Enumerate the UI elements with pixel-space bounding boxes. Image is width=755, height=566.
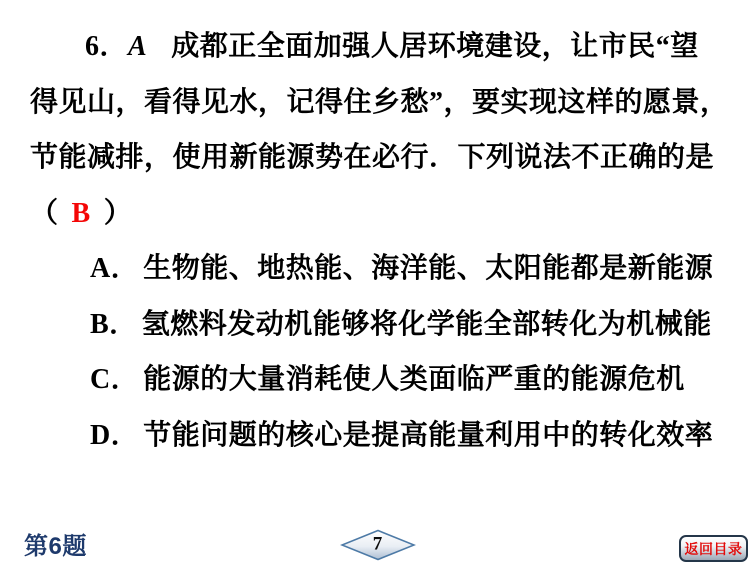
question-line-1: [30, 19, 742, 75]
question-text-1: 成都正全面加强人居环境建设，让市民“望: [171, 31, 699, 62]
answer-paren-close: ）: [103, 197, 133, 229]
option-a-text: 生物能、地热能、海洋能、太阳能都是新能源: [143, 253, 714, 284]
answer-line: [30, 186, 742, 242]
question-text-3: 节能减排，使用新能源势在必行．下列说法不正确的是: [30, 142, 715, 173]
option-c: [30, 352, 742, 408]
option-c-text: 能源的大量消耗使人类面临严重的能源危机: [143, 364, 685, 395]
question-line-2: [30, 75, 742, 131]
question-source-label: A: [128, 31, 148, 62]
question-line-3: [30, 130, 742, 186]
option-b-label: B．: [90, 308, 138, 340]
option-b-text: 氢燃料发动机能够将化学能全部转化为机械能: [141, 308, 712, 340]
answer-paren-open: （: [30, 197, 59, 229]
option-b: [30, 297, 742, 353]
option-c-label: C．: [90, 364, 140, 395]
option-d-label: D．: [90, 419, 140, 451]
page-number: 7: [372, 533, 383, 555]
question-text-2: 得见山，看得见水，记得住乡愁”，要实现这样的愿景，: [30, 86, 729, 118]
question-number: 6．: [85, 31, 129, 62]
option-d: [30, 408, 742, 464]
answer-letter: B: [71, 197, 91, 229]
question-block: [30, 19, 742, 463]
question-ref-label: 第6题: [24, 533, 87, 560]
back-to-toc-button[interactable]: 返回目录: [679, 535, 748, 562]
option-a-label: A．: [90, 253, 140, 284]
page-number-diamond: [340, 529, 416, 561]
option-d-text: 节能问题的核心是提高能量利用中的转化效率: [143, 419, 714, 451]
option-a: [30, 241, 742, 297]
